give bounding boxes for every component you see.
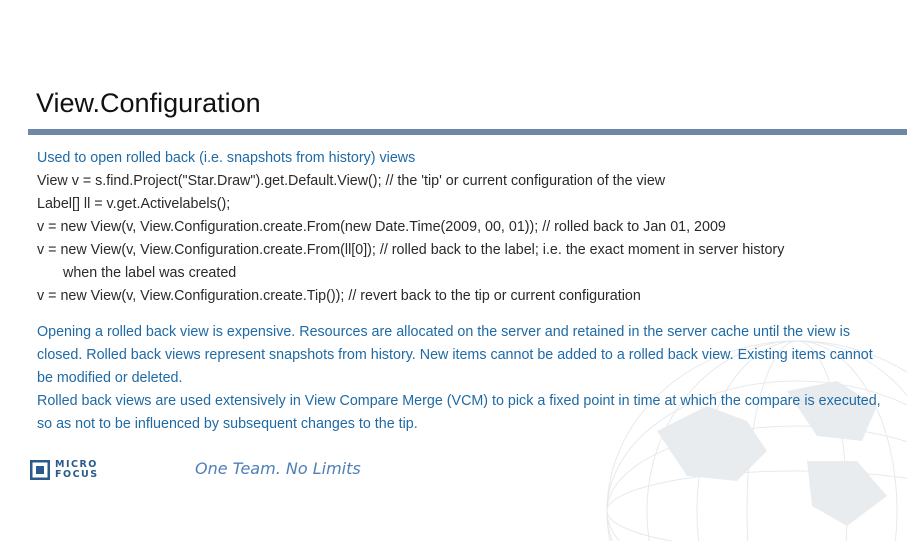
code-line-intro: Used to open rolled back (i.e. snapshots from history) views bbox=[37, 150, 416, 166]
micro-focus-logo-icon bbox=[30, 460, 50, 480]
logo-text-line1: MICRO bbox=[55, 459, 98, 470]
code-line-rollback-label: v = new View(v, View.Configuration.create.From(ll[0]); // rolled back to the label; i.e. the exact moment in server history bbox=[37, 242, 785, 258]
slide-title: View.Configuration bbox=[36, 88, 261, 118]
tagline: One Team. No Limits bbox=[195, 459, 361, 478]
title-divider bbox=[28, 129, 907, 135]
logo-text-line2: FOCUS bbox=[55, 469, 99, 480]
code-line-rollback-label-cont: when the label was created bbox=[63, 265, 237, 281]
slide-body bbox=[37, 147, 882, 436]
paragraph-expense: Opening a rolled back view is expensive. Resources are allocated on the server and retained in the server cache until the view is closed. Rolled back views represent snapshots from history. New items cannot be added to a rolled back view. Existing items cannot be modified or deleted. bbox=[37, 324, 873, 386]
micro-focus-logo bbox=[30, 458, 99, 482]
code-line-rollback-date: v = new View(v, View.Configuration.create.From(new Date.Time(2009, 00, 01)); // rolled back to Jan 01, 2009 bbox=[37, 219, 726, 235]
code-line-get-labels: Label[] ll = v.get.Activelabels(); bbox=[37, 196, 231, 212]
code-line-get-view: View v = s.find.Project("Star.Draw").get.Default.View(); // the 'tip' or current configuration of the view bbox=[37, 173, 666, 189]
code-line-revert-tip: v = new View(v, View.Configuration.create.Tip()); // revert back to the tip or current configuration bbox=[37, 288, 641, 304]
paragraph-vcm: Rolled back views are used extensively in View Compare Merge (VCM) to pick a fixed point in time at which the compare is executed, so as not to be influenced by subsequent changes to the tip. bbox=[37, 393, 881, 432]
